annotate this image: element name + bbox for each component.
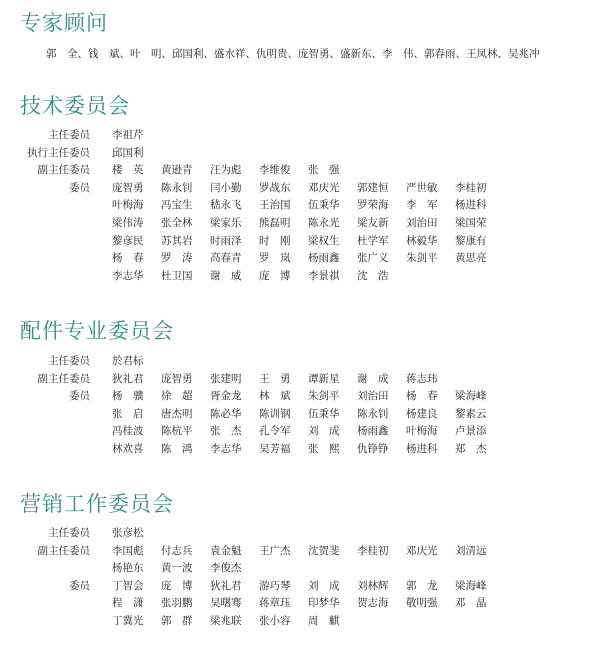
member-name: 陈 鸿 <box>161 442 193 455</box>
member-name: 唐杰明 <box>161 407 193 420</box>
member-name: 林毅华 <box>406 234 438 247</box>
member-name: 王治国 <box>259 199 291 212</box>
member-name: 汪为彪 <box>210 164 242 177</box>
member-name: 林欢喜 <box>112 442 144 455</box>
member-name: 蒋章珏 <box>259 597 291 610</box>
member-name: 胥金龙 <box>210 390 242 403</box>
member-name: 李志华 <box>210 442 242 455</box>
role-label: 副主任委员 <box>37 372 90 385</box>
member-name: 刘 成 <box>308 425 340 438</box>
member-name: 程 潇 <box>112 597 144 610</box>
member-name: 陈永钊 <box>161 181 193 194</box>
member-name: 伍秉华 <box>308 199 340 212</box>
member-name: 罗 涛 <box>161 252 193 265</box>
member-name: 蒋志玮 <box>406 372 438 385</box>
technical-committee-list <box>0 127 600 285</box>
member-name: 张 启 <box>112 407 144 420</box>
member-name: 於君标 <box>112 355 144 367</box>
role-label: 委员 <box>69 181 90 194</box>
member-name: 熊磊明 <box>259 216 291 229</box>
member-name: 苏其岩 <box>161 234 193 247</box>
member-name: 朱剑平 <box>406 252 438 265</box>
member-name: 张广义 <box>357 252 389 265</box>
member-name: 谢 威 <box>210 269 242 282</box>
member-name: 杨建良 <box>406 407 438 420</box>
role-label: 副主任委员 <box>37 544 90 557</box>
member-name: 叶梅海 <box>112 199 144 212</box>
member-name: 庞 博 <box>161 579 193 592</box>
member-name: 陈必华 <box>210 407 242 420</box>
member-name: 梁伟涛 <box>112 216 144 229</box>
member-row <box>0 162 600 180</box>
member-name: 付志兵 <box>161 544 193 557</box>
member-name: 嵇永飞 <box>210 199 242 212</box>
member-name: 高春青 <box>210 252 242 265</box>
member-name: 冯宝生 <box>161 199 193 212</box>
member-name: 冯桂波 <box>112 425 144 438</box>
member-name: 游巧琴 <box>259 579 291 592</box>
member-name: 闫小勤 <box>210 181 242 194</box>
member-name: 陈永钊 <box>357 407 389 420</box>
member-name: 黎彦民 <box>112 234 144 247</box>
member-row <box>0 388 600 406</box>
member-name: 黎素云 <box>455 407 487 420</box>
member-name: 庞智勇 <box>161 372 193 385</box>
advisor-names: 郭 全、钱 斌、叶 明、邱国利、盛水祥、仇明贵、庞智勇、盛新东、李 伟、郭春雨、王凤林、吴兆冲 <box>46 48 540 60</box>
member-row <box>0 543 600 561</box>
member-name: 杨雨鑫 <box>357 425 389 438</box>
member-name: 梁兆联 <box>210 614 242 627</box>
member-name: 梁家乐 <box>210 216 242 229</box>
member-name: 陈杭平 <box>161 425 193 438</box>
member-name: 丁智会 <box>112 579 144 592</box>
member-name: 沈贺斐 <box>308 544 340 557</box>
member-name: 李祖芹 <box>112 129 144 141</box>
member-name: 刘清远 <box>455 544 487 557</box>
member-name: 袁金魁 <box>210 544 242 557</box>
member-name: 杨进科 <box>406 442 438 455</box>
member-name: 楼 英 <box>112 164 144 177</box>
role-label: 主任委员 <box>48 129 90 141</box>
member-name: 王广杰 <box>259 544 291 557</box>
member-row <box>0 560 600 578</box>
member-name: 李 军 <box>406 199 438 212</box>
member-name: 刘林辉 <box>357 579 389 592</box>
member-name: 林 斌 <box>259 390 291 403</box>
member-name: 敬明强 <box>406 597 438 610</box>
member-name: 李志华 <box>112 269 144 282</box>
member-name: 张 熙 <box>308 442 340 455</box>
member-name: 印梦华 <box>308 597 340 610</box>
role-label: 委员 <box>69 579 90 592</box>
member-name: 杨雨鑫 <box>308 252 340 265</box>
member-name: 梁权生 <box>308 234 340 247</box>
member-name: 邓庆光 <box>308 181 340 194</box>
member-name: 王 勇 <box>259 372 291 385</box>
member-name: 郭 龙 <box>406 579 438 592</box>
member-name: 朱剑平 <box>308 390 340 403</box>
member-name: 卢景添 <box>455 425 487 438</box>
member-name: 杜卫国 <box>161 269 193 282</box>
member-name: 李桂初 <box>357 544 389 557</box>
role-label: 主任委员 <box>48 527 90 539</box>
member-name: 梁海峰 <box>455 579 487 592</box>
member-name: 黄思亮 <box>455 252 487 265</box>
member-name: 陈永光 <box>308 216 340 229</box>
member-name: 郑 杰 <box>455 442 487 455</box>
member-name: 杜学军 <box>357 234 389 247</box>
member-row <box>0 441 600 459</box>
member-name: 狄礼君 <box>210 579 242 592</box>
member-name: 陈训钢 <box>259 407 291 420</box>
member-row <box>0 371 600 389</box>
member-row <box>0 353 600 371</box>
member-name: 梁海峰 <box>455 390 487 403</box>
member-name: 郭建恒 <box>357 181 389 194</box>
member-name: 杨进科 <box>455 199 487 212</box>
member-name: 孔令军 <box>259 425 291 438</box>
member-name: 郭 群 <box>161 614 193 627</box>
member-name: 吴曙骞 <box>210 597 242 610</box>
member-row <box>0 406 600 424</box>
member-row <box>0 127 600 145</box>
section-title-technical-committee: 技术委员会 <box>20 94 130 118</box>
member-name: 张 杰 <box>210 425 242 438</box>
member-name: 刘治田 <box>357 390 389 403</box>
role-label: 委员 <box>69 390 90 403</box>
member-name: 黎康有 <box>455 234 487 247</box>
member-name: 刘 成 <box>308 579 340 592</box>
member-name: 狄礼君 <box>112 372 144 385</box>
member-name: 李俊杰 <box>210 562 242 575</box>
member-row <box>0 525 600 543</box>
member-row <box>0 423 600 441</box>
member-name: 伍秉华 <box>308 407 340 420</box>
member-name: 罗战东 <box>259 181 291 194</box>
role-label: 主任委员 <box>48 355 90 367</box>
member-name: 梁国荣 <box>455 216 487 229</box>
member-name: 李国彪 <box>112 544 144 557</box>
member-name: 罗荣海 <box>357 199 389 212</box>
member-name: 庞 博 <box>259 269 291 282</box>
member-row <box>0 215 600 233</box>
member-name: 杨艳东 <box>112 562 144 575</box>
member-name: 吴芳福 <box>259 442 291 455</box>
member-name: 张彦松 <box>112 527 144 539</box>
member-row <box>0 180 600 198</box>
role-label: 执行主任委员 <box>27 146 90 159</box>
marketing-committee-list <box>0 525 600 631</box>
member-name: 谢 成 <box>357 372 389 385</box>
role-label: 副主任委员 <box>37 164 90 177</box>
member-name: 罗 岚 <box>259 252 291 265</box>
member-name: 杨 春 <box>112 252 144 265</box>
member-name: 沈 浩 <box>357 269 389 282</box>
member-name: 时雨泽 <box>210 234 242 247</box>
member-name: 李桂初 <box>455 181 487 194</box>
section-title-parts-committee: 配件专业委员会 <box>20 319 174 343</box>
member-row <box>0 197 600 215</box>
member-name: 张羽鹏 <box>161 597 193 610</box>
member-name: 刘治田 <box>406 216 438 229</box>
member-name: 张 强 <box>308 164 340 177</box>
member-name: 邱国利 <box>112 146 144 159</box>
member-row <box>0 250 600 268</box>
member-name: 徐 超 <box>161 390 193 403</box>
member-row <box>0 145 600 163</box>
member-name: 梁友新 <box>357 216 389 229</box>
member-name: 贺志海 <box>357 597 389 610</box>
member-name: 杨 春 <box>406 390 438 403</box>
member-name: 李景祺 <box>308 269 340 282</box>
member-row <box>0 613 600 631</box>
member-name: 仇铮铮 <box>357 442 389 455</box>
section-title-advisors: 专家顾问 <box>20 11 108 35</box>
member-name: 黄逊青 <box>161 164 193 177</box>
member-name: 张全林 <box>161 216 193 229</box>
member-name: 杨 骥 <box>112 390 144 403</box>
parts-committee-list <box>0 353 600 459</box>
member-name: 叶梅海 <box>406 425 438 438</box>
member-name: 严世敏 <box>406 181 438 194</box>
member-row <box>0 268 600 286</box>
member-name: 庞智勇 <box>112 181 144 194</box>
member-name: 张小容 <box>259 614 291 627</box>
member-name: 邓 晶 <box>455 597 487 610</box>
member-name: 黄一波 <box>161 562 193 575</box>
member-name: 张建明 <box>210 372 242 385</box>
member-name: 周 麒 <box>308 614 340 627</box>
member-row <box>0 233 600 251</box>
member-row <box>0 595 600 613</box>
member-name: 邓庆光 <box>406 544 438 557</box>
member-row <box>0 578 600 596</box>
member-name: 谭新星 <box>308 372 340 385</box>
member-name: 李维俊 <box>259 164 291 177</box>
member-name: 时 刚 <box>259 234 291 247</box>
section-title-marketing-committee: 营销工作委员会 <box>20 492 174 516</box>
member-name: 丁冀光 <box>112 614 144 627</box>
